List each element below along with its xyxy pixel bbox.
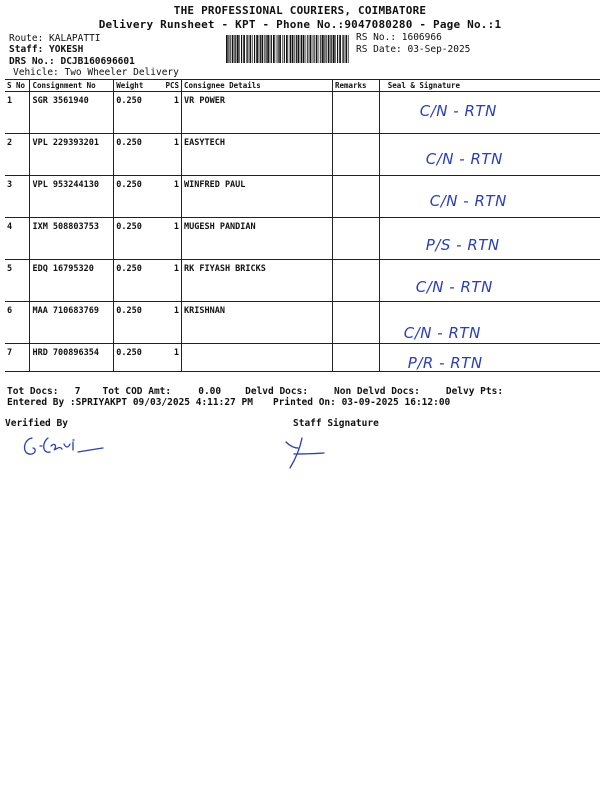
col-consignee: Consignee Details xyxy=(182,80,333,92)
cell-pcs: 1 xyxy=(163,344,181,372)
cell-consignment-no: VPL 229393201 xyxy=(30,134,114,176)
rs-date: RS Date: 03-Sep-2025 xyxy=(356,44,471,55)
staff-signature-icon xyxy=(280,434,330,472)
cell-consignee xyxy=(182,344,333,372)
handwritten-status: C/N - RTN xyxy=(429,192,507,210)
cell-sno: 6 xyxy=(5,302,30,344)
table-row xyxy=(5,92,600,134)
cell-seal-signature xyxy=(379,134,600,176)
cell-seal-signature xyxy=(379,92,600,134)
table-row xyxy=(5,176,600,218)
cell-sno: 3 xyxy=(5,176,30,218)
delivery-table xyxy=(5,79,600,372)
cell-weight: 0.250 xyxy=(114,344,164,372)
cell-pcs: 1 xyxy=(163,218,181,260)
handwritten-status: P/S - RTN xyxy=(425,236,500,254)
col-remarks: Remarks xyxy=(332,80,379,92)
staff-signature-label: Staff Signature xyxy=(293,418,379,429)
cell-remarks xyxy=(332,218,379,260)
cell-weight: 0.250 xyxy=(114,134,164,176)
entered-by: Entered By :SPRIYAKPT 09/03/2025 4:11:27 PM xyxy=(7,397,253,408)
tot-docs-label: Tot Docs: xyxy=(7,386,59,397)
cell-consignment-no: IXM 508803753 xyxy=(30,218,114,260)
tot-docs-value: 7 xyxy=(74,386,81,397)
company-title: THE PROFESSIONAL COURIERS, COIMBATORE xyxy=(173,4,427,17)
handwritten-status: C/N - RTN xyxy=(419,102,497,120)
cell-consignee: VR POWER xyxy=(182,92,333,134)
delvd-docs-label: Delvd Docs: xyxy=(245,386,309,397)
staff-label: Staff: YOKESH xyxy=(9,44,84,55)
cell-consignee: MUGESH PANDIAN xyxy=(182,218,333,260)
non-delvd-docs-label: Non Delvd Docs: xyxy=(334,386,420,397)
verified-by-label: Verified By xyxy=(5,418,68,429)
rs-number: RS No.: 1606966 xyxy=(356,32,442,43)
cell-consignee: EASYTECH xyxy=(182,134,333,176)
table-row xyxy=(5,218,600,260)
cell-consignment-no: MAA 710683769 xyxy=(30,302,114,344)
entered-printed-line xyxy=(7,397,450,408)
cell-seal-signature xyxy=(379,176,600,218)
cell-weight: 0.250 xyxy=(114,218,164,260)
cell-sno: 5 xyxy=(5,260,30,302)
cell-pcs: 1 xyxy=(163,176,181,218)
cell-sno: 4 xyxy=(5,218,30,260)
cell-weight: 0.250 xyxy=(114,92,164,134)
cell-seal-signature xyxy=(379,260,600,302)
cell-sno: 7 xyxy=(5,344,30,372)
drs-number: DRS No.: DCJB160696601 xyxy=(9,56,135,67)
delvy-pts-label: Delvy Pts: xyxy=(445,386,504,397)
cell-consignment-no: EDQ 16795320 xyxy=(30,260,114,302)
table-row xyxy=(5,134,600,176)
table-row xyxy=(5,302,600,344)
cell-weight: 0.250 xyxy=(114,260,164,302)
col-seal-signature: Seal & Signature xyxy=(379,80,600,92)
handwritten-status: P/R - RTN xyxy=(407,354,483,372)
cell-consignee: WINFRED PAUL xyxy=(182,176,333,218)
cell-pcs: 1 xyxy=(163,302,181,344)
col-weight: Weight xyxy=(114,80,164,92)
col-sno: S No xyxy=(5,80,30,92)
cell-weight: 0.250 xyxy=(114,176,164,218)
cell-sno: 1 xyxy=(5,92,30,134)
cell-pcs: 1 xyxy=(163,92,181,134)
handwritten-status: C/N - RTN xyxy=(425,150,503,168)
cell-remarks xyxy=(332,260,379,302)
runsheet-subtitle: Delivery Runsheet - KPT - Phone No.:9047080280 - Page No.:1 xyxy=(98,18,502,31)
cell-pcs: 1 xyxy=(163,260,181,302)
cell-consignee: RK FIYASH BRICKS xyxy=(182,260,333,302)
table-row xyxy=(5,344,600,372)
cell-remarks xyxy=(332,92,379,134)
cell-consignee: KRISHNAN xyxy=(182,302,333,344)
cell-consignment-no: SGR 3561940 xyxy=(30,92,114,134)
cell-seal-signature xyxy=(379,218,600,260)
table-row xyxy=(5,260,600,302)
cell-seal-signature xyxy=(379,344,600,372)
cell-remarks xyxy=(332,176,379,218)
col-consignment: Consignment No xyxy=(30,80,114,92)
printed-on: Printed On: 03-09-2025 16:12:00 xyxy=(272,397,451,408)
cell-consignment-no: VPL 953244130 xyxy=(30,176,114,218)
handwritten-status: C/N - RTN xyxy=(403,324,481,342)
verified-signature-icon xyxy=(18,432,108,460)
cell-consignment-no: HRD 700896354 xyxy=(30,344,114,372)
handwritten-status: C/N - RTN xyxy=(415,278,493,296)
tot-cod-label: Tot COD Amt: xyxy=(102,386,172,397)
vehicle-label: Vehicle: Two Wheeler Delivery xyxy=(13,67,179,78)
barcode-icon xyxy=(226,35,352,63)
cell-pcs: 1 xyxy=(163,134,181,176)
cell-seal-signature xyxy=(379,302,600,344)
col-pcs: PCS xyxy=(163,80,181,92)
totals-line xyxy=(7,386,503,397)
cell-sno: 2 xyxy=(5,134,30,176)
tot-cod-value: 0.00 xyxy=(198,386,222,397)
cell-remarks xyxy=(332,302,379,344)
cell-remarks xyxy=(332,134,379,176)
cell-remarks xyxy=(332,344,379,372)
route-label: Route: KALAPATTI xyxy=(9,33,101,44)
table-header-row xyxy=(5,80,600,92)
cell-weight: 0.250 xyxy=(114,302,164,344)
